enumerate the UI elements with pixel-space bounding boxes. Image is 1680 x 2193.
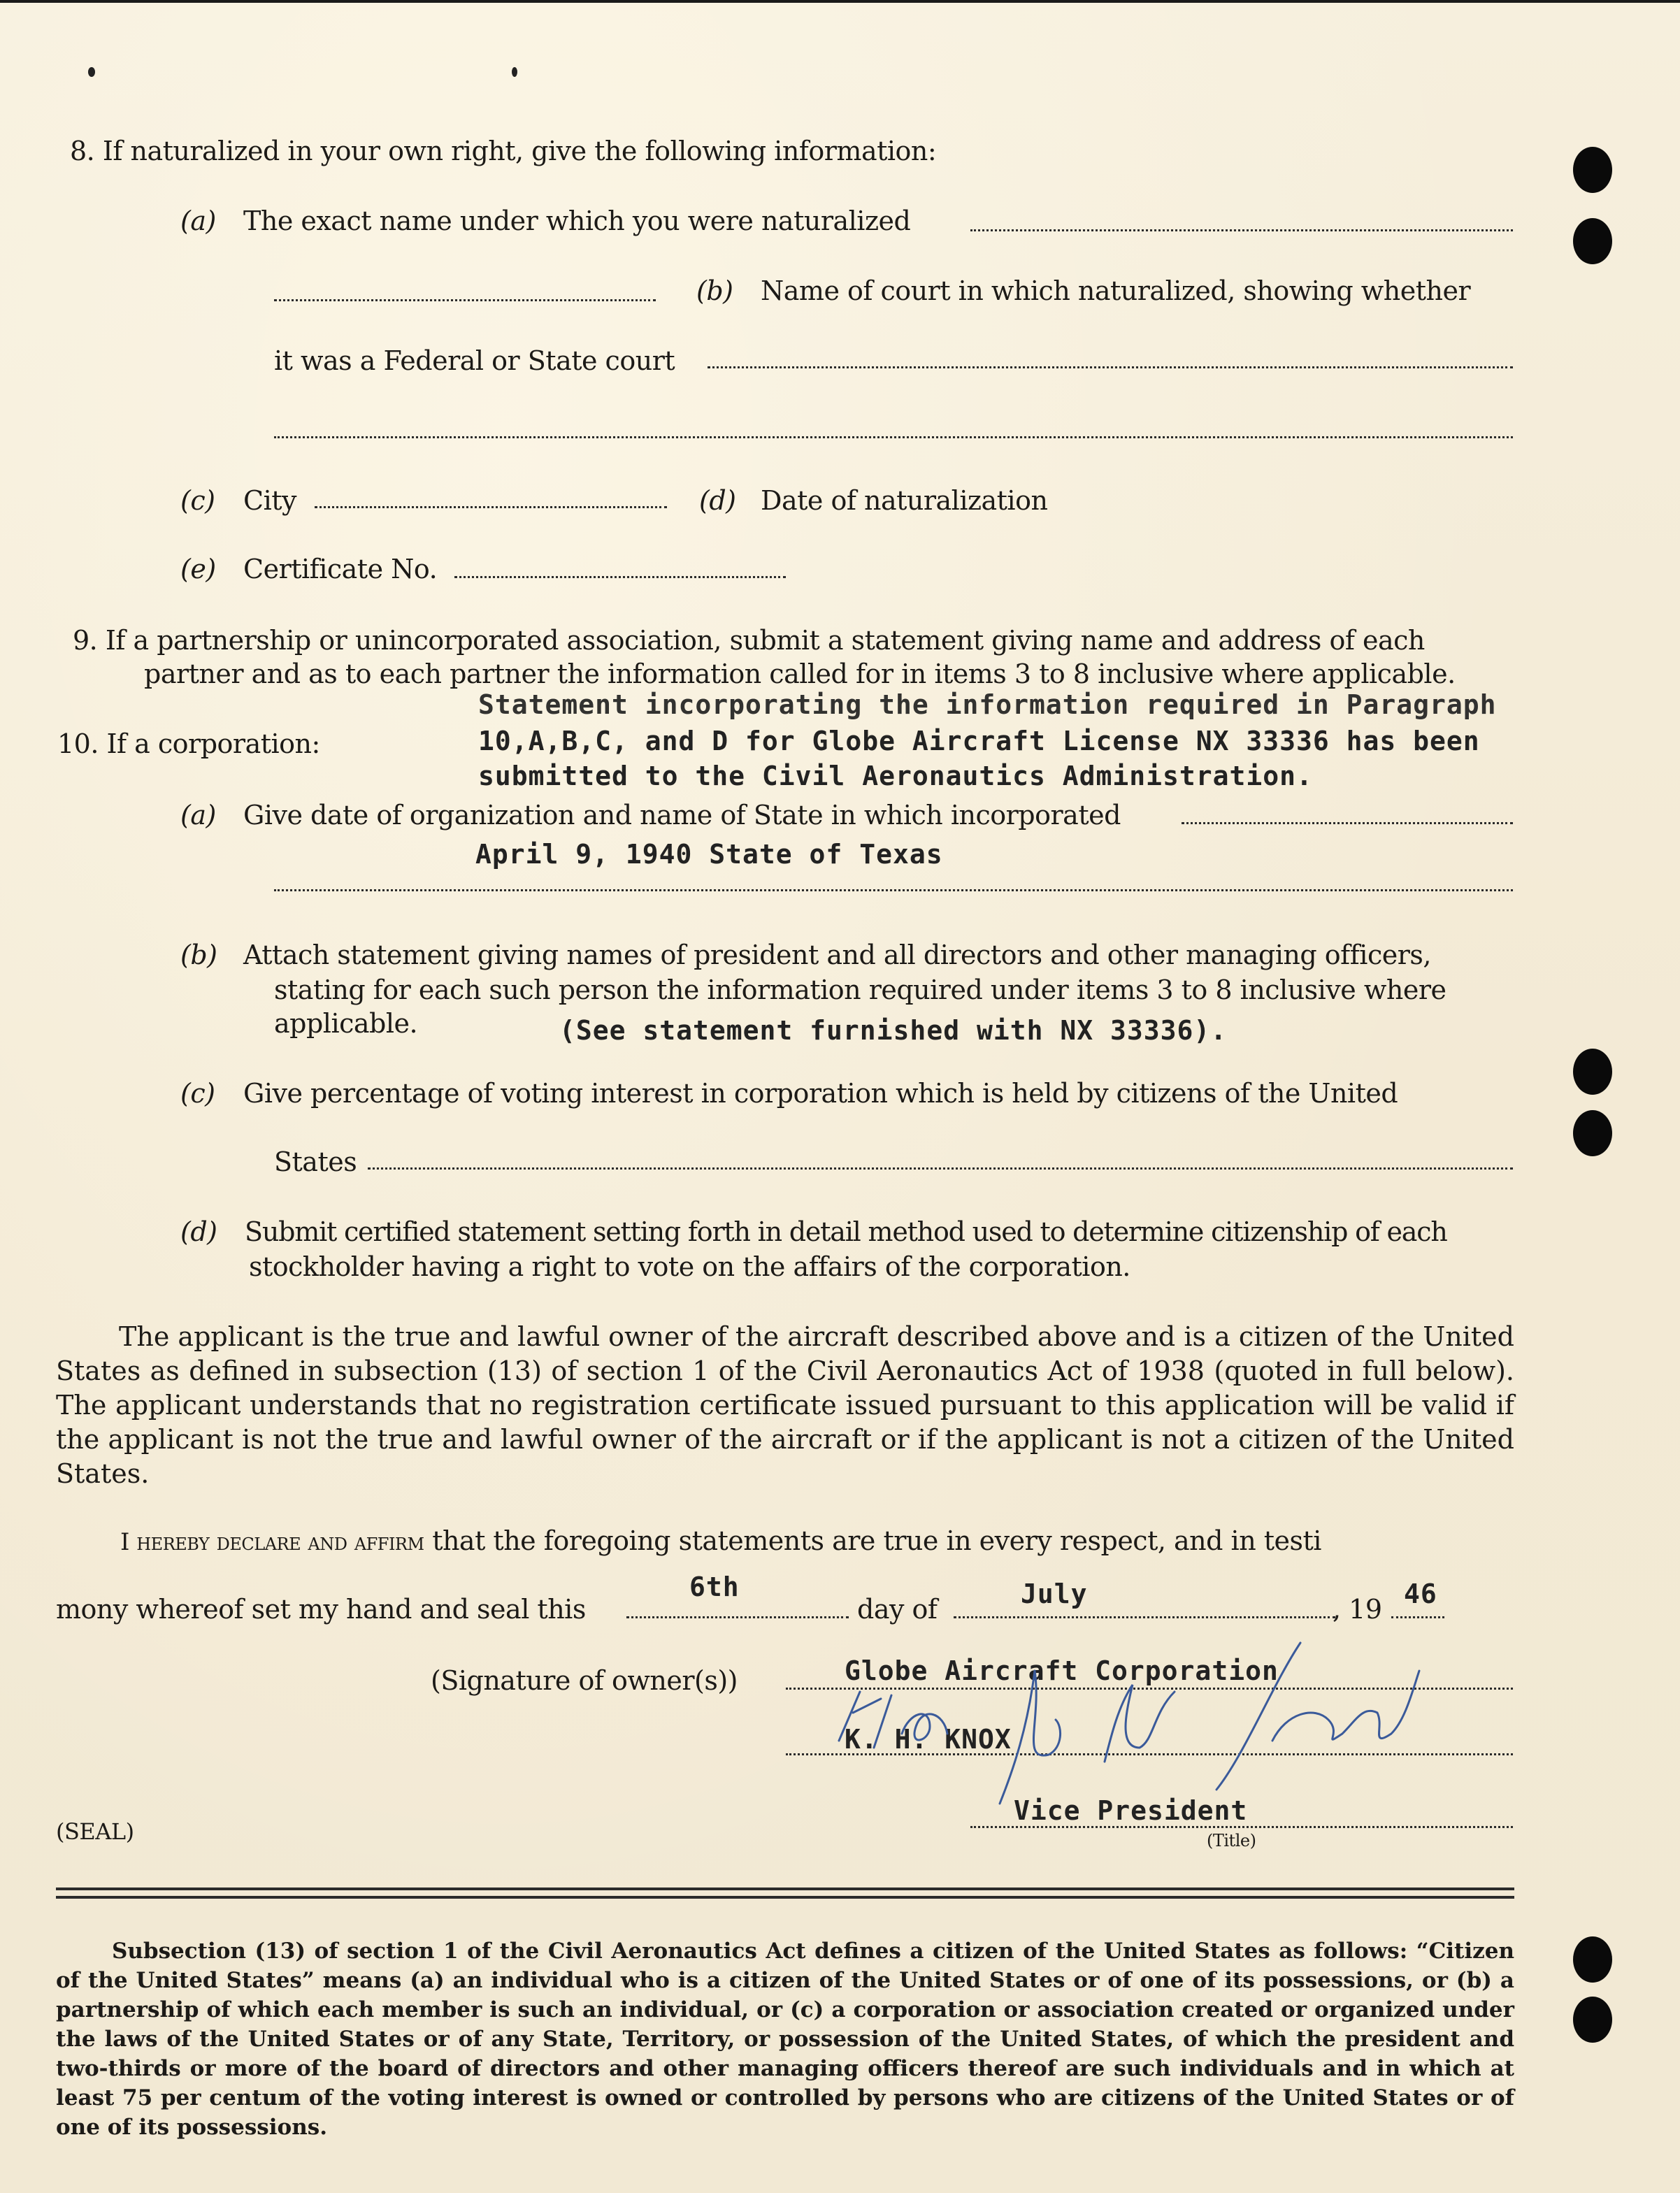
year-prefix: , 19 <box>1333 1594 1382 1625</box>
item8b-field[interactable] <box>708 366 1513 368</box>
binder-hole-icon <box>1573 1049 1612 1095</box>
year-field[interactable] <box>1391 1616 1444 1618</box>
item10b-text2: stating for each such person the information required under items 3 to 8 inclusive where <box>274 975 1446 1005</box>
item8d-label: (d) <box>699 485 736 516</box>
month-value: July <box>1021 1579 1088 1609</box>
item10a-text: Give date of organization and name of State in which incorporated <box>243 800 1121 831</box>
item10c-text2: States <box>274 1146 357 1177</box>
item10-typed-statement-line1: Statement incorporating the information required in Paragraph <box>478 689 1497 720</box>
item8a-text: The exact name under which you were naturalized <box>243 206 911 236</box>
item10d-text: Submit certified statement setting forth in detail method used to determine citizenship of each <box>245 1216 1447 1247</box>
item10-typed-statement-line3: submitted to the Civil Aeronautics Administration. <box>478 761 1313 791</box>
item8-heading: 8. If naturalized in your own right, give the following information: <box>70 136 937 166</box>
day-value: 6th <box>689 1572 740 1602</box>
item10b-text3: applicable. <box>274 1008 418 1039</box>
item10b-text: Attach statement giving names of president and all directors and other managing officers, <box>243 940 1431 970</box>
item8b-field-cont[interactable] <box>274 436 1513 438</box>
scan-edge <box>0 0 1680 3</box>
item8c-label: (c) <box>180 485 215 516</box>
item8e-certificate-field[interactable] <box>454 576 786 578</box>
item10c-text: Give percentage of voting interest in corporation which is held by citizens of the United <box>243 1078 1398 1109</box>
signature-typed-name: K. H. KNOX <box>845 1724 1012 1755</box>
item10-heading: 10. If a corporation: <box>57 728 320 759</box>
item10a-value: April 9, 1940 State of Texas <box>475 839 943 870</box>
binder-hole-icon <box>1573 218 1612 264</box>
day-of-text: day of <box>857 1594 938 1625</box>
title-field[interactable] <box>970 1826 1513 1828</box>
item8e-label: (e) <box>180 554 216 584</box>
seal-label: (SEAL) <box>56 1818 134 1845</box>
binder-hole-icon <box>1573 1936 1612 1983</box>
item8d-text: Date of naturalization <box>761 485 1048 516</box>
signature-label: (Signature of owner(s)) <box>431 1665 738 1696</box>
declaration-paragraph: The applicant is the true and lawful owner of the aircraft described above and is a citizen of the United States as defined in subsection (13) of section 1 of the Civil Aeronautics Act of 1938 (quoted in full below). The applicant understands that no registration certificate issued pursuant to this application will be valid if the applicant is not the true and lawful owner of the aircraft or if the applicant is not a citizen of the United States. <box>56 1321 1514 1489</box>
item10d-label: (d) <box>180 1216 217 1247</box>
item9-heading2: partner and as to each partner the information called for in items 3 to 8 inclusive where applicable. <box>144 659 1456 689</box>
item8e-text: Certificate No. <box>243 554 438 584</box>
section-divider <box>56 1888 1514 1890</box>
item9-heading: 9. If a partnership or unincorporated association, submit a statement giving name and address of each <box>73 625 1425 656</box>
title-value: Vice President <box>1014 1795 1248 1826</box>
binder-hole-icon <box>1573 147 1612 193</box>
item10a-field-cont[interactable] <box>274 889 1513 891</box>
section-divider <box>56 1896 1514 1899</box>
signature-company: Globe Aircraft Corporation <box>845 1655 1279 1686</box>
ink-speck <box>88 67 95 77</box>
item8b-text2: it was a Federal or State court <box>274 345 675 376</box>
binder-hole-icon <box>1573 1997 1612 2043</box>
ink-speck <box>512 67 517 77</box>
affirm-caps: I hereby declare and affirm <box>120 1528 424 1556</box>
item10a-label: (a) <box>180 800 216 831</box>
item8a-label: (a) <box>180 206 216 236</box>
item10a-field[interactable] <box>1182 822 1513 824</box>
citizen-definition-footnote: Subsection (13) of section 1 of the Civil Aeronautics Act defines a citizen of the United States as follows: “Citizen of the United States” means (a) an individual who is a citizen of the United States or of one of its possessions, or (b) a partnership of which each member is such an individual, or (c) a corporation or association created or organized under the laws of the United States or of any State, Territory, or possession of the United States, of which the president and two-thirds or more of the board of directors and other managing officers thereof are such individuals and in which at least 75 per centum of the voting interest is owned or controlled by persons who are citizens of the United States or of one of its possessions. <box>56 1939 1514 2140</box>
item8a-field[interactable] <box>970 229 1513 231</box>
binder-hole-icon <box>1573 1110 1612 1156</box>
item10b-value: (See statement furnished with NX 33336). <box>559 1015 1228 1046</box>
item10d-text2: stockholder having a right to vote on the affairs of the corporation. <box>249 1251 1130 1282</box>
title-label: (Title) <box>1207 1831 1256 1850</box>
item8b-label: (b) <box>696 275 733 306</box>
item10c-label: (c) <box>180 1078 215 1109</box>
year-value: 46 <box>1404 1579 1437 1609</box>
month-field[interactable] <box>954 1616 1335 1618</box>
item8a-field-cont[interactable] <box>274 299 656 301</box>
item10b-label: (b) <box>180 940 217 970</box>
item10c-percentage-field[interactable] <box>368 1167 1513 1170</box>
item8c-text: City <box>243 485 296 516</box>
item10-typed-statement-line2: 10,A,B,C, and D for Globe Aircraft License NX 33336 has been <box>478 726 1480 756</box>
item8c-city-field[interactable] <box>315 506 667 508</box>
day-field[interactable] <box>626 1616 849 1618</box>
item8b-text: Name of court in which naturalized, showing whether <box>761 275 1471 306</box>
affirm-rest: that the foregoing statements are true in every respect, and in testi <box>432 1525 1321 1556</box>
testimony-text: mony whereof set my hand and seal this <box>56 1594 586 1625</box>
